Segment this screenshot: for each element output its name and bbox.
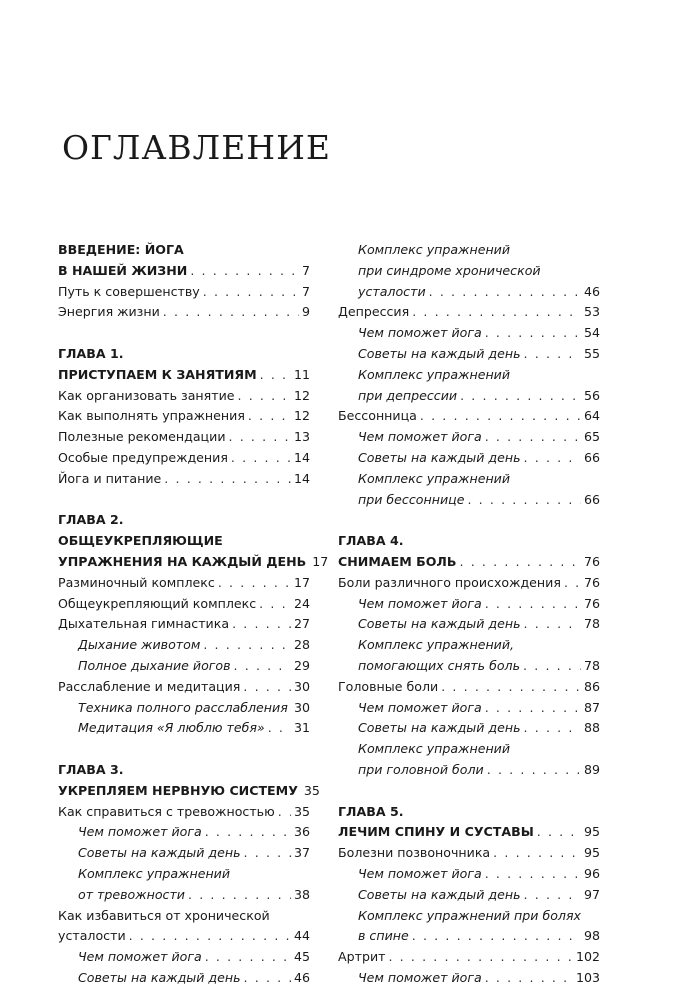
toc-heading: [338, 552, 600, 573]
toc-entry-title: усталости: [358, 283, 426, 299]
toc-page-number: 24: [293, 595, 310, 611]
toc-heading: [58, 760, 310, 781]
toc-page-number: 30: [293, 678, 310, 694]
toc-entry-title: Полное дыхание йогов: [78, 657, 231, 673]
toc-heading: [338, 822, 600, 843]
toc-entry-title: Чем поможет йога: [358, 969, 482, 985]
toc-entry: [338, 843, 600, 864]
toc-page-number: 55: [583, 345, 600, 361]
toc-entry: [338, 490, 600, 511]
toc-entry: [338, 885, 600, 906]
toc-entry-title: Техника полного расслабления: [78, 699, 288, 715]
toc-page-number: 35: [293, 803, 310, 819]
dot-leader: [268, 718, 291, 739]
toc-page-number: 95: [583, 845, 600, 861]
toc-entry-title: при синдроме хронической: [358, 262, 541, 278]
toc-entry-title: Чем поможет йога: [358, 325, 482, 341]
toc-entry: [338, 448, 600, 469]
toc-entry-title: Советы на каждый день: [78, 969, 241, 985]
toc-page-number: 97: [583, 886, 600, 902]
toc-entry-title: Головные боли: [338, 678, 439, 694]
toc-entry-title: Комплекс упражнений: [78, 865, 231, 881]
toc-page-number: 98: [583, 928, 600, 944]
toc-entry-title: УПРАЖНЕНИЯ НА КАЖДЫЙ ДЕНЬ: [58, 553, 307, 569]
toc-entry: [338, 573, 600, 594]
toc-page-number: 96: [583, 865, 600, 881]
toc-page-number: 76: [583, 553, 600, 569]
dot-leader: [485, 323, 581, 344]
dot-leader: [244, 843, 291, 864]
toc-entry: [58, 469, 310, 490]
toc-page-number: 66: [583, 449, 600, 465]
toc-entry-title: Как избавиться от хронической: [58, 907, 270, 923]
toc-page-number: 46: [293, 969, 310, 985]
toc-entry-title: Йога и питание: [58, 470, 162, 486]
toc-entry-title: Советы на каждый день: [358, 449, 521, 465]
toc-page-number: 17: [293, 574, 310, 590]
toc-entry-title: ГЛАВА 4.: [338, 533, 404, 549]
toc-page-number: 95: [583, 824, 600, 840]
toc-entry: [338, 469, 600, 490]
toc-entry: [58, 573, 310, 594]
dot-leader: [188, 885, 291, 906]
toc-page-number: 46: [583, 283, 600, 299]
dot-leader: [493, 843, 581, 864]
toc-entry: [58, 406, 310, 427]
dot-leader: [441, 677, 581, 698]
toc-entry: [58, 677, 310, 698]
toc-entry-title: Комплекс упражнений: [358, 470, 511, 486]
toc-entry: [338, 635, 600, 656]
dot-leader: [524, 885, 581, 906]
toc-entry-title: Полезные рекомендации: [58, 429, 226, 445]
toc-entry-title: Советы на каждый день: [358, 720, 521, 736]
toc-entry: [338, 614, 600, 635]
dot-leader: [238, 386, 291, 407]
toc-entry: [338, 677, 600, 698]
toc-entry-title: ГЛАВА 3.: [58, 761, 124, 777]
toc-page-number: 37: [293, 845, 310, 861]
toc-entry-title: ВВЕДЕНИЕ: ЙОГА: [58, 242, 184, 257]
dot-leader: [260, 365, 291, 386]
toc-entry: [58, 594, 310, 615]
dot-leader: [218, 573, 291, 594]
dot-leader: [420, 406, 581, 427]
toc-entry: [58, 885, 310, 906]
dot-leader: [485, 427, 581, 448]
toc-page-number: 14: [293, 470, 310, 486]
toc-page-number: 11: [293, 366, 310, 382]
toc-entry-title: в спине: [358, 928, 409, 944]
dot-leader: [243, 677, 291, 698]
toc-page-number: 45: [293, 949, 310, 965]
toc-entry: [338, 344, 600, 365]
toc-entry: [338, 698, 600, 719]
toc-entry: [338, 947, 600, 968]
dot-leader: [234, 656, 291, 677]
toc-entry: [58, 906, 310, 927]
dot-leader: [524, 614, 581, 635]
dot-leader: [412, 926, 581, 947]
toc-page-number: 29: [293, 657, 310, 673]
toc-entry-title: Советы на каждый день: [358, 616, 521, 632]
dot-leader: [460, 386, 581, 407]
dot-leader: [537, 822, 581, 843]
toc-entry: [58, 448, 310, 469]
toc-page-number: 78: [583, 616, 600, 632]
toc-page-number: 7: [301, 262, 310, 278]
dot-leader: [231, 448, 291, 469]
toc-page-number: 76: [583, 595, 600, 611]
page-title: ОГЛАВЛЕНИЕ: [62, 128, 331, 167]
toc-entry: [58, 822, 310, 843]
toc-entry: [338, 240, 600, 261]
dot-leader: [190, 261, 299, 282]
toc-page-number: 103: [575, 969, 600, 985]
toc-entry-title: Медитация «Я люблю тебя»: [78, 720, 265, 736]
toc-entry-title: ГЛАВА 5.: [338, 803, 404, 819]
toc-entry: [338, 968, 600, 989]
toc-entry-title: Расслабление и медитация: [58, 678, 241, 694]
toc-entry-title: Комплекс упражнений,: [358, 637, 515, 653]
toc-entry-title: В НАШЕЙ ЖИЗНИ: [58, 262, 188, 278]
dot-leader: [129, 926, 291, 947]
toc-entry-title: Болезни позвоночника: [338, 845, 491, 861]
toc-entry: [58, 698, 310, 719]
toc-entry: [58, 718, 310, 739]
toc-entry: [338, 282, 600, 303]
dot-leader: [523, 656, 581, 677]
toc-column-right: [338, 240, 600, 989]
toc-page-number: 56: [583, 387, 600, 403]
dot-leader: [429, 282, 581, 303]
toc-entry-title: Особые предупреждения: [58, 449, 228, 465]
toc-page-number: 30: [293, 699, 310, 715]
toc-entry-title: ОБЩЕУКРЕПЛЯЮЩИЕ: [58, 533, 223, 549]
toc-entry-title: Комплекс упражнений: [358, 366, 511, 382]
toc-entry-title: Депрессия: [338, 304, 410, 320]
toc-entry: [338, 906, 600, 927]
toc-entry-title: Как организовать занятие: [58, 387, 235, 403]
dot-leader: [205, 947, 291, 968]
toc-entry-title: Дыхательная гимнастика: [58, 616, 230, 632]
toc-entry-title: СНИМАЕМ БОЛЬ: [338, 553, 457, 569]
dot-leader: [485, 864, 581, 885]
toc-entry-title: Чем поможет йога: [358, 865, 482, 881]
toc-page-number: 64: [583, 408, 600, 424]
toc-page-number: 7: [301, 283, 310, 299]
toc-entry: [58, 282, 310, 303]
toc-entry: [338, 656, 600, 677]
dot-leader: [524, 344, 581, 365]
toc-entry: [58, 614, 310, 635]
toc-entry: [338, 386, 600, 407]
toc-entry-title: при бессоннице: [358, 491, 465, 507]
toc-entry-title: Как справиться с тревожностью: [58, 803, 275, 819]
dot-leader: [485, 968, 573, 989]
toc-entry-title: Путь к совершенству: [58, 283, 200, 299]
toc-entry-title: Энергия жизни: [58, 304, 160, 320]
toc-entry-title: при депрессии: [358, 387, 458, 403]
dot-leader: [412, 302, 581, 323]
toc-heading: [58, 365, 310, 386]
toc-entry-title: Боли различного происхождения: [338, 574, 561, 590]
dot-leader: [460, 552, 581, 573]
toc-entry-title: Советы на каждый день: [358, 345, 521, 361]
toc-entry-title: от тревожности: [78, 886, 185, 902]
toc-page-number: 9: [301, 304, 310, 320]
dot-leader: [205, 822, 291, 843]
dot-leader: [232, 614, 291, 635]
toc-entry: [338, 594, 600, 615]
toc-entry-title: ГЛАВА 2.: [58, 512, 124, 528]
toc-entry-title: Комплекс упражнений: [358, 242, 511, 257]
toc-page-number: 36: [293, 824, 310, 840]
toc-entry: [338, 718, 600, 739]
toc-entry: [58, 802, 310, 823]
dot-leader: [244, 968, 291, 989]
toc-entry: [338, 926, 600, 947]
toc-entry: [338, 261, 600, 282]
toc-page-number: 88: [583, 720, 600, 736]
toc-heading: [338, 531, 600, 552]
toc-entry-title: Комплекс упражнений при болях: [358, 907, 582, 923]
toc-entry: [338, 427, 600, 448]
toc-page-number: 35: [303, 782, 320, 798]
dot-leader: [564, 573, 581, 594]
dot-leader: [164, 469, 291, 490]
toc-page-number: 38: [293, 886, 310, 902]
toc-page-number: 27: [293, 616, 310, 632]
dot-leader: [259, 594, 291, 615]
toc-entry: [338, 406, 600, 427]
toc-page-number: 28: [293, 637, 310, 653]
toc-entry: [338, 864, 600, 885]
toc-entry: [58, 926, 310, 947]
toc-page-number: 12: [293, 408, 310, 424]
toc-entry: [58, 864, 310, 885]
dot-leader: [485, 594, 581, 615]
toc-page-number: 12: [293, 387, 310, 403]
toc-page-number: 66: [583, 491, 600, 507]
toc-entry-title: Чем поможет йога: [358, 699, 482, 715]
toc-entry: [338, 302, 600, 323]
toc-entry: [58, 843, 310, 864]
toc-page-number: 78: [583, 657, 600, 673]
toc-entry-title: ЛЕЧИМ СПИНУ И СУСТАВЫ: [338, 824, 534, 840]
toc-heading: [58, 552, 329, 573]
toc-heading: [58, 531, 310, 552]
toc-entry-title: Артрит: [338, 949, 386, 965]
toc-entry-title: Комплекс упражнений: [358, 741, 511, 757]
dot-leader: [467, 490, 581, 511]
toc-entry-title: ГЛАВА 1.: [58, 345, 124, 361]
toc-column-left: [58, 240, 329, 989]
toc-entry-title: помогающих снять боль: [358, 657, 521, 673]
toc-entry-title: Как выполнять упражнения: [58, 408, 245, 424]
toc-entry: [338, 739, 600, 760]
toc-entry: [58, 427, 310, 448]
toc-entry-title: Общеукрепляющий комплекс: [58, 595, 257, 611]
toc-entry-title: усталости: [58, 928, 126, 944]
toc-page-number: 86: [583, 678, 600, 694]
toc-entry-title: Бессонница: [338, 408, 417, 424]
toc-page-number: 14: [293, 449, 310, 465]
toc-entry: [58, 968, 310, 989]
dot-leader: [487, 760, 581, 781]
toc-entry-title: Чем поможет йога: [78, 949, 202, 965]
toc-entry-title: Советы на каждый день: [78, 845, 241, 861]
toc-entry-title: УКРЕПЛЯЕМ НЕРВНУЮ СИСТЕМУ: [58, 782, 298, 798]
dot-leader: [163, 302, 299, 323]
toc-heading: [58, 344, 310, 365]
dot-leader: [203, 635, 291, 656]
toc-heading: [58, 510, 310, 531]
toc-page-number: 31: [293, 720, 310, 736]
dot-leader: [248, 406, 291, 427]
toc-page-number: 53: [583, 304, 600, 320]
dot-leader: [524, 718, 581, 739]
toc-heading: [58, 261, 310, 282]
toc-heading: [58, 240, 310, 261]
toc-entry: [58, 635, 310, 656]
toc-page-number: 89: [583, 761, 600, 777]
toc-entry-title: Советы на каждый день: [358, 886, 521, 902]
toc-entry-title: Разминочный комплекс: [58, 574, 215, 590]
toc-entry: [58, 656, 310, 677]
toc-page-number: 76: [583, 574, 600, 590]
toc-entry-title: Чем поможет йога: [358, 429, 482, 445]
toc-page-number: 65: [583, 429, 600, 445]
dot-leader: [278, 802, 291, 823]
dot-leader: [229, 427, 291, 448]
toc-page-number: 54: [583, 325, 600, 341]
toc-entry: [338, 760, 600, 781]
toc-page-number: 17: [312, 553, 329, 569]
dot-leader: [524, 448, 581, 469]
toc-heading: [338, 802, 600, 823]
toc-entry-title: Чем поможет йога: [358, 595, 482, 611]
toc-entry-title: Чем поможет йога: [78, 824, 202, 840]
toc-page-number: 87: [583, 699, 600, 715]
toc-entry: [338, 323, 600, 344]
toc-entry-title: ПРИСТУПАЕМ К ЗАНЯТИЯМ: [58, 366, 257, 382]
toc-entry: [58, 947, 310, 968]
dot-leader: [485, 698, 581, 719]
toc-heading: [58, 781, 320, 802]
toc-page-number: 44: [293, 928, 310, 944]
dot-leader: [388, 947, 572, 968]
dot-leader: [203, 282, 299, 303]
toc-entry-title: Дыхание животом: [78, 637, 201, 653]
toc-entry-title: при головной боли: [358, 761, 484, 777]
toc-entry: [338, 365, 600, 386]
toc-entry: [58, 386, 310, 407]
toc-page-number: 13: [293, 429, 310, 445]
toc-entry: [58, 302, 310, 323]
toc-page-number: 102: [575, 949, 600, 965]
